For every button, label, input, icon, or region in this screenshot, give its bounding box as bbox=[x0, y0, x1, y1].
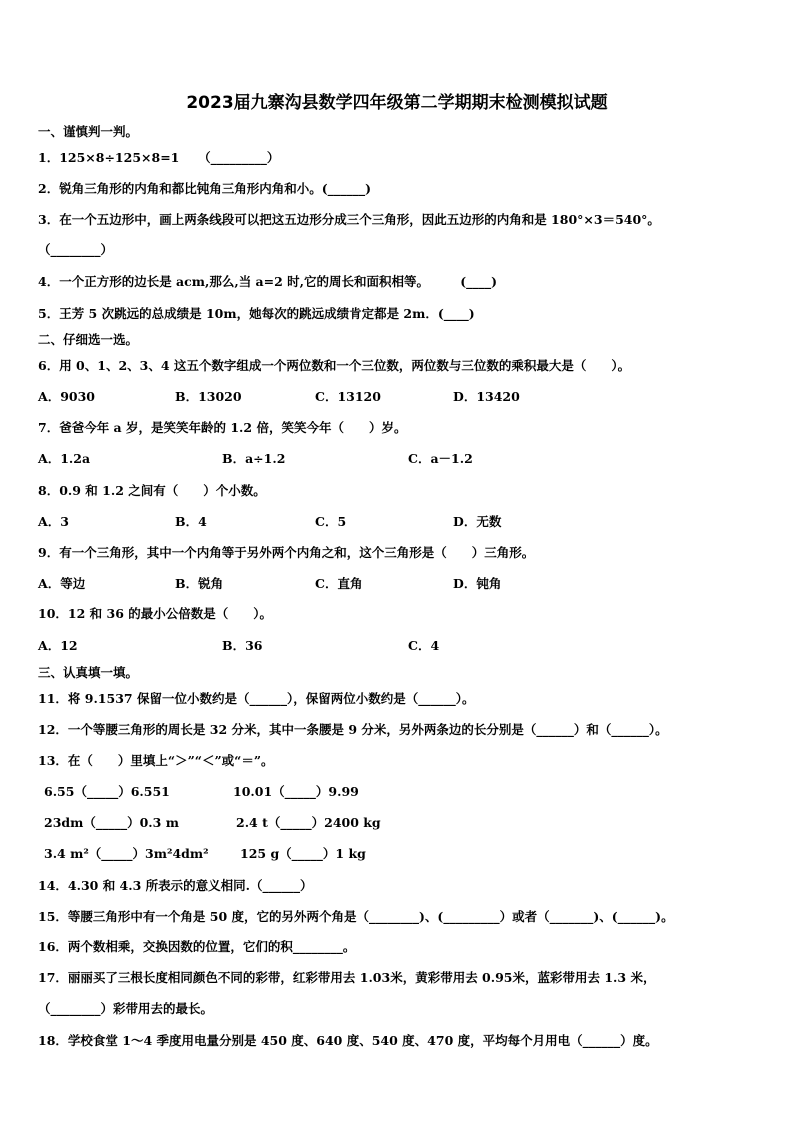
section-heading-2: 二、仔细选一选。 bbox=[38, 332, 139, 347]
question-8: 8．0.9 和 1.2 之间有（ ）个小数。 bbox=[38, 483, 266, 498]
question-5: 5．王芳 5 次跳远的总成绩是 10m，她每次的跳远成绩肯定都是 2m．(____) bbox=[38, 306, 475, 321]
page-title: 2023届九寨沟县数学四年级第二学期期末检测模拟试题 bbox=[186, 93, 608, 113]
q7-option-a: A．1.2a bbox=[38, 451, 91, 466]
question-11: 11．将 9.1537 保留一位小数约是（______），保留两位小数约是（______）。 bbox=[38, 691, 475, 706]
question-2: 2．锐角三角形的内角和都比钝角三角形内角和小。(______) bbox=[38, 181, 372, 196]
section-heading-1: 一、谨慎判一判。 bbox=[38, 124, 139, 139]
q8-option-d: D．无数 bbox=[453, 514, 502, 529]
question-6: 6．用 0、1、2、3、4 这五个数字组成一个两位数和一个三位数，两位数与三位数的乘积最大是（ ）。 bbox=[38, 358, 631, 373]
q9-option-d: D．钝角 bbox=[453, 576, 502, 591]
q8-option-b: B．4 bbox=[175, 514, 207, 529]
question-10: 10．12 和 36 的最小公倍数是（ ）。 bbox=[38, 606, 272, 621]
q9-option-c: C．直角 bbox=[315, 576, 363, 591]
question-15: 15．等腰三角形中有一个角是 50 度，它的另外两个角是（________)、(_________）或者（_______)、(______)。 bbox=[38, 909, 674, 924]
q7-option-c: C．a－1.2 bbox=[408, 451, 473, 466]
q13-item-2: 10.01（_____）9.99 bbox=[233, 784, 359, 799]
q8-option-c: C．5 bbox=[315, 514, 347, 529]
q13-item-1: 6.55（_____）6.551 bbox=[44, 784, 170, 799]
question-13: 13．在（ ）里填上“＞”“＜”或“＝”。 bbox=[38, 753, 274, 768]
question-9: 9．有一个三角形，其中一个内角等于另外两个内角之和，这个三角形是（ ）三角形。 bbox=[38, 545, 535, 560]
q9-option-b: B．锐角 bbox=[175, 576, 224, 591]
section-heading-3: 三、认真填一填。 bbox=[38, 665, 139, 680]
question-4: 4．一个正方形的边长是 acm,那么,当 a=2 时,它的周长和面积相等。 (____) bbox=[38, 274, 498, 289]
q8-option-a: A．3 bbox=[38, 514, 69, 529]
q10-option-a: A．12 bbox=[38, 638, 78, 653]
question-18: 18．学校食堂 1～4 季度用电量分别是 450 度、640 度、540 度、470 度，平均每个月用电（______）度。 bbox=[38, 1033, 658, 1048]
q13-item-3: 23dm（_____）0.3 m bbox=[44, 815, 179, 830]
q13-item-6: 125 g（_____）1 kg bbox=[240, 846, 366, 861]
question-17-answer: （________）彩带用去的最长。 bbox=[38, 1001, 214, 1016]
q13-item-5: 3.4 m²（_____）3m²4dm² bbox=[44, 846, 209, 861]
question-14: 14．4.30 和 4.3 所表示的意义相同.（______） bbox=[38, 878, 313, 893]
question-17: 17．丽丽买了三根长度相同颜色不同的彩带，红彩带用去 1.03米，黄彩带用去 0.95米，蓝彩带用去 1.3 米， bbox=[38, 970, 656, 985]
question-3-answer: （________） bbox=[38, 242, 114, 257]
q6-option-c: C．13120 bbox=[315, 389, 381, 404]
q6-option-b: B．13020 bbox=[175, 389, 242, 404]
q6-option-d: D．13420 bbox=[453, 389, 520, 404]
q9-option-a: A．等边 bbox=[38, 576, 86, 591]
q10-option-c: C．4 bbox=[408, 638, 440, 653]
question-3: 3．在一个五边形中，画上两条线段可以把这五边形分成三个三角形，因此五边形的内角和是 180°×3＝540°。 bbox=[38, 212, 660, 227]
question-16: 16．两个数相乘，交换因数的位置，它们的积________。 bbox=[38, 939, 356, 954]
question-12: 12．一个等腰三角形的周长是 32 分米，其中一条腰是 9 分米，另外两条边的长分别是（______）和（______）。 bbox=[38, 722, 668, 737]
q7-option-b: B．a÷1.2 bbox=[222, 451, 286, 466]
q13-item-4: 2.4 t（_____）2400 kg bbox=[236, 815, 381, 830]
q10-option-b: B．36 bbox=[222, 638, 263, 653]
question-1: 1．125×8÷125×8=1 （_________） bbox=[38, 150, 280, 165]
q6-option-a: A．9030 bbox=[38, 389, 95, 404]
question-7: 7．爸爸今年 a 岁，是笑笑年龄的 1.2 倍，笑笑今年（ ）岁。 bbox=[38, 420, 407, 435]
